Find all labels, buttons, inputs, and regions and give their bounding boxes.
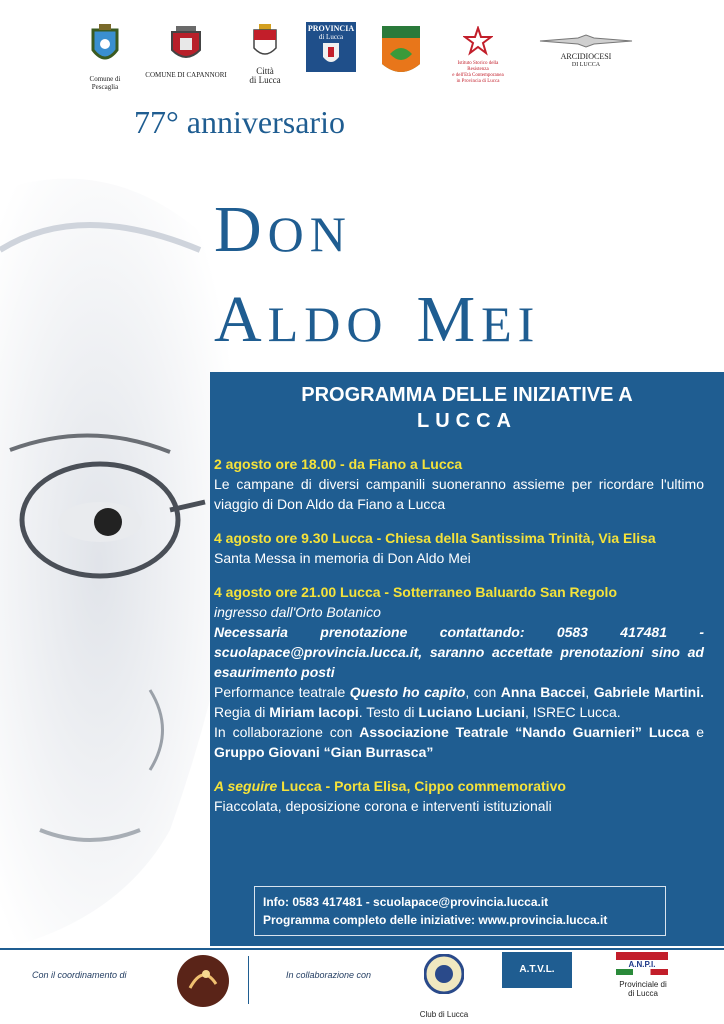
program-title [210,382,724,434]
crest-icon [90,22,120,70]
event-header [214,776,704,796]
cast-name: Anna Baccei [500,684,586,700]
logo-caption: COMUNE DI CAPANNORI [145,71,227,79]
event-2 [210,528,724,568]
anniversary-heading: 77° anniversario [134,104,345,140]
text-run: e [689,724,704,740]
event-header: 4 agosto ore 9.30 Lucca - Chiesa della Santissima Trinità, Via Elisa [214,530,656,546]
info-website: Programma completo delle iniziative: www.provincia.lucca.it [263,913,608,927]
event-body: Le campane di diversi campanili suoneranno assieme per ricordare l'ultimo viaggio di Don Aldo da Fiano a Lucca [214,476,704,512]
organization-name: Gruppo Giovani “Gian Burrasca” [214,744,434,760]
logo-caption: di Lucca [318,33,344,41]
logo-istituto-resistenza [452,26,504,85]
text-run: Lucca - Porta Elisa, Cippo commemorativo [277,778,566,794]
anpi-label-line: di Lucca [628,989,658,998]
logo-caption: PROVINCIA [307,24,355,33]
text-run: Performance teatrale [214,684,350,700]
title-initial: A [214,283,268,356]
footer-separator [248,956,249,1004]
crest-icon [168,22,204,66]
event-3 [210,582,724,762]
cast-name: Gabriele Martini. [593,684,705,700]
text-run: . Testo di [358,704,419,720]
text-run: In collaborazione con [214,724,360,740]
text-run: A seguire [214,778,278,794]
logo-arcidiocesi [538,34,634,69]
logo-capannori [142,22,230,79]
info-box [254,886,666,936]
logo-caption: ARCIDIOCESI [560,52,612,61]
anpi-text: A.N.P.I. [628,960,656,969]
performance-title: Questo ho capito [349,684,466,700]
anpi-logo [616,952,668,976]
event-1 [210,454,724,514]
crest-icon [252,22,278,62]
crest-icon [380,24,422,80]
anpi-stripe [616,952,668,960]
atvl-text: A.T.V.L. [519,964,555,975]
title-rest: EI [481,296,541,352]
logo-caption: in Provincia di Lucca [456,79,500,84]
text-run: , [585,684,594,700]
logo-caption: e dell'Età Contemporanea [452,73,504,78]
event-header: 4 agosto ore 21.00 Lucca - Sotterraneo Baluardo San Regolo [214,584,617,600]
club-label: Club di Lucca [419,1010,469,1019]
text-run: , ISREC Lucca. [524,704,621,720]
logo-caption: DI LUCCA [571,62,601,68]
logo-caption: Comune di [89,75,121,83]
title-line-1 [214,192,352,268]
director-name: Miriam Iacopi [269,704,359,720]
title-initial: D [214,193,268,266]
text-run: , con [465,684,501,700]
logo-caption: Istituto Storico della Resistenza [457,61,499,72]
footer [0,950,724,1024]
club-emblem-icon [424,954,464,994]
anpi-label [610,980,676,998]
sponsor-logos-top [80,22,640,94]
logo-citta-lucca [240,22,290,85]
event-collaboration [214,722,704,762]
logo-provincia-lucca [306,22,356,72]
logo-caption: di Lucca [249,75,281,85]
logo-caption: Pescaglia [91,83,119,91]
program-title-line2: LUCCA [417,410,517,432]
crest-icon [321,41,341,67]
author-name: Luciano Luciani [418,704,525,720]
title-rest: LDO [267,296,389,352]
logo-unione-comuni [380,24,422,80]
scuola-pace-logo [176,954,230,1008]
coordination-label: Con il coordinamento di [32,970,127,980]
event-header: 2 agosto ore 18.00 - da Fiano a Lucca [214,456,463,472]
atvl-logo [502,952,572,988]
program-title-line1: PROGRAMMA DELLE INIZIATIVE A [301,384,633,406]
organization-name: Associazione Teatrale “Nando Guarnieri” Lucca [359,724,690,740]
anpi-label-line: Provinciale di [619,980,667,989]
event-body: Santa Messa in memoria di Don Aldo Mei [214,550,471,566]
title-line-2 [214,282,540,358]
collaboration-label: In collaborazione con [286,970,372,980]
event-performance [214,682,704,722]
logo-pescaglia [80,22,130,91]
mitre-icon [538,34,634,48]
text-run: Regia di [214,704,270,720]
event-booking-note: Necessaria prenotazione contattando: 0583 417481 - scuolapace@provincia.lucca.it, saranno accettate prenotazioni sino ad esaurimento posti [214,624,704,680]
program-panel [210,372,724,946]
star-icon [463,26,493,56]
title-initial: M [416,283,482,356]
logo-caption: Città [256,66,274,76]
event-4 [210,776,724,816]
info-contact: Info: 0583 417481 - scuolapace@provincia.lucca.it [263,895,549,909]
event-body: Fiaccolata, deposizione corona e interventi istituzionali [214,798,552,814]
event-entry-note: ingresso dall'Orto Botanico [214,604,381,620]
anpi-flag-stripe [616,969,668,975]
title-rest: ON [267,206,352,262]
